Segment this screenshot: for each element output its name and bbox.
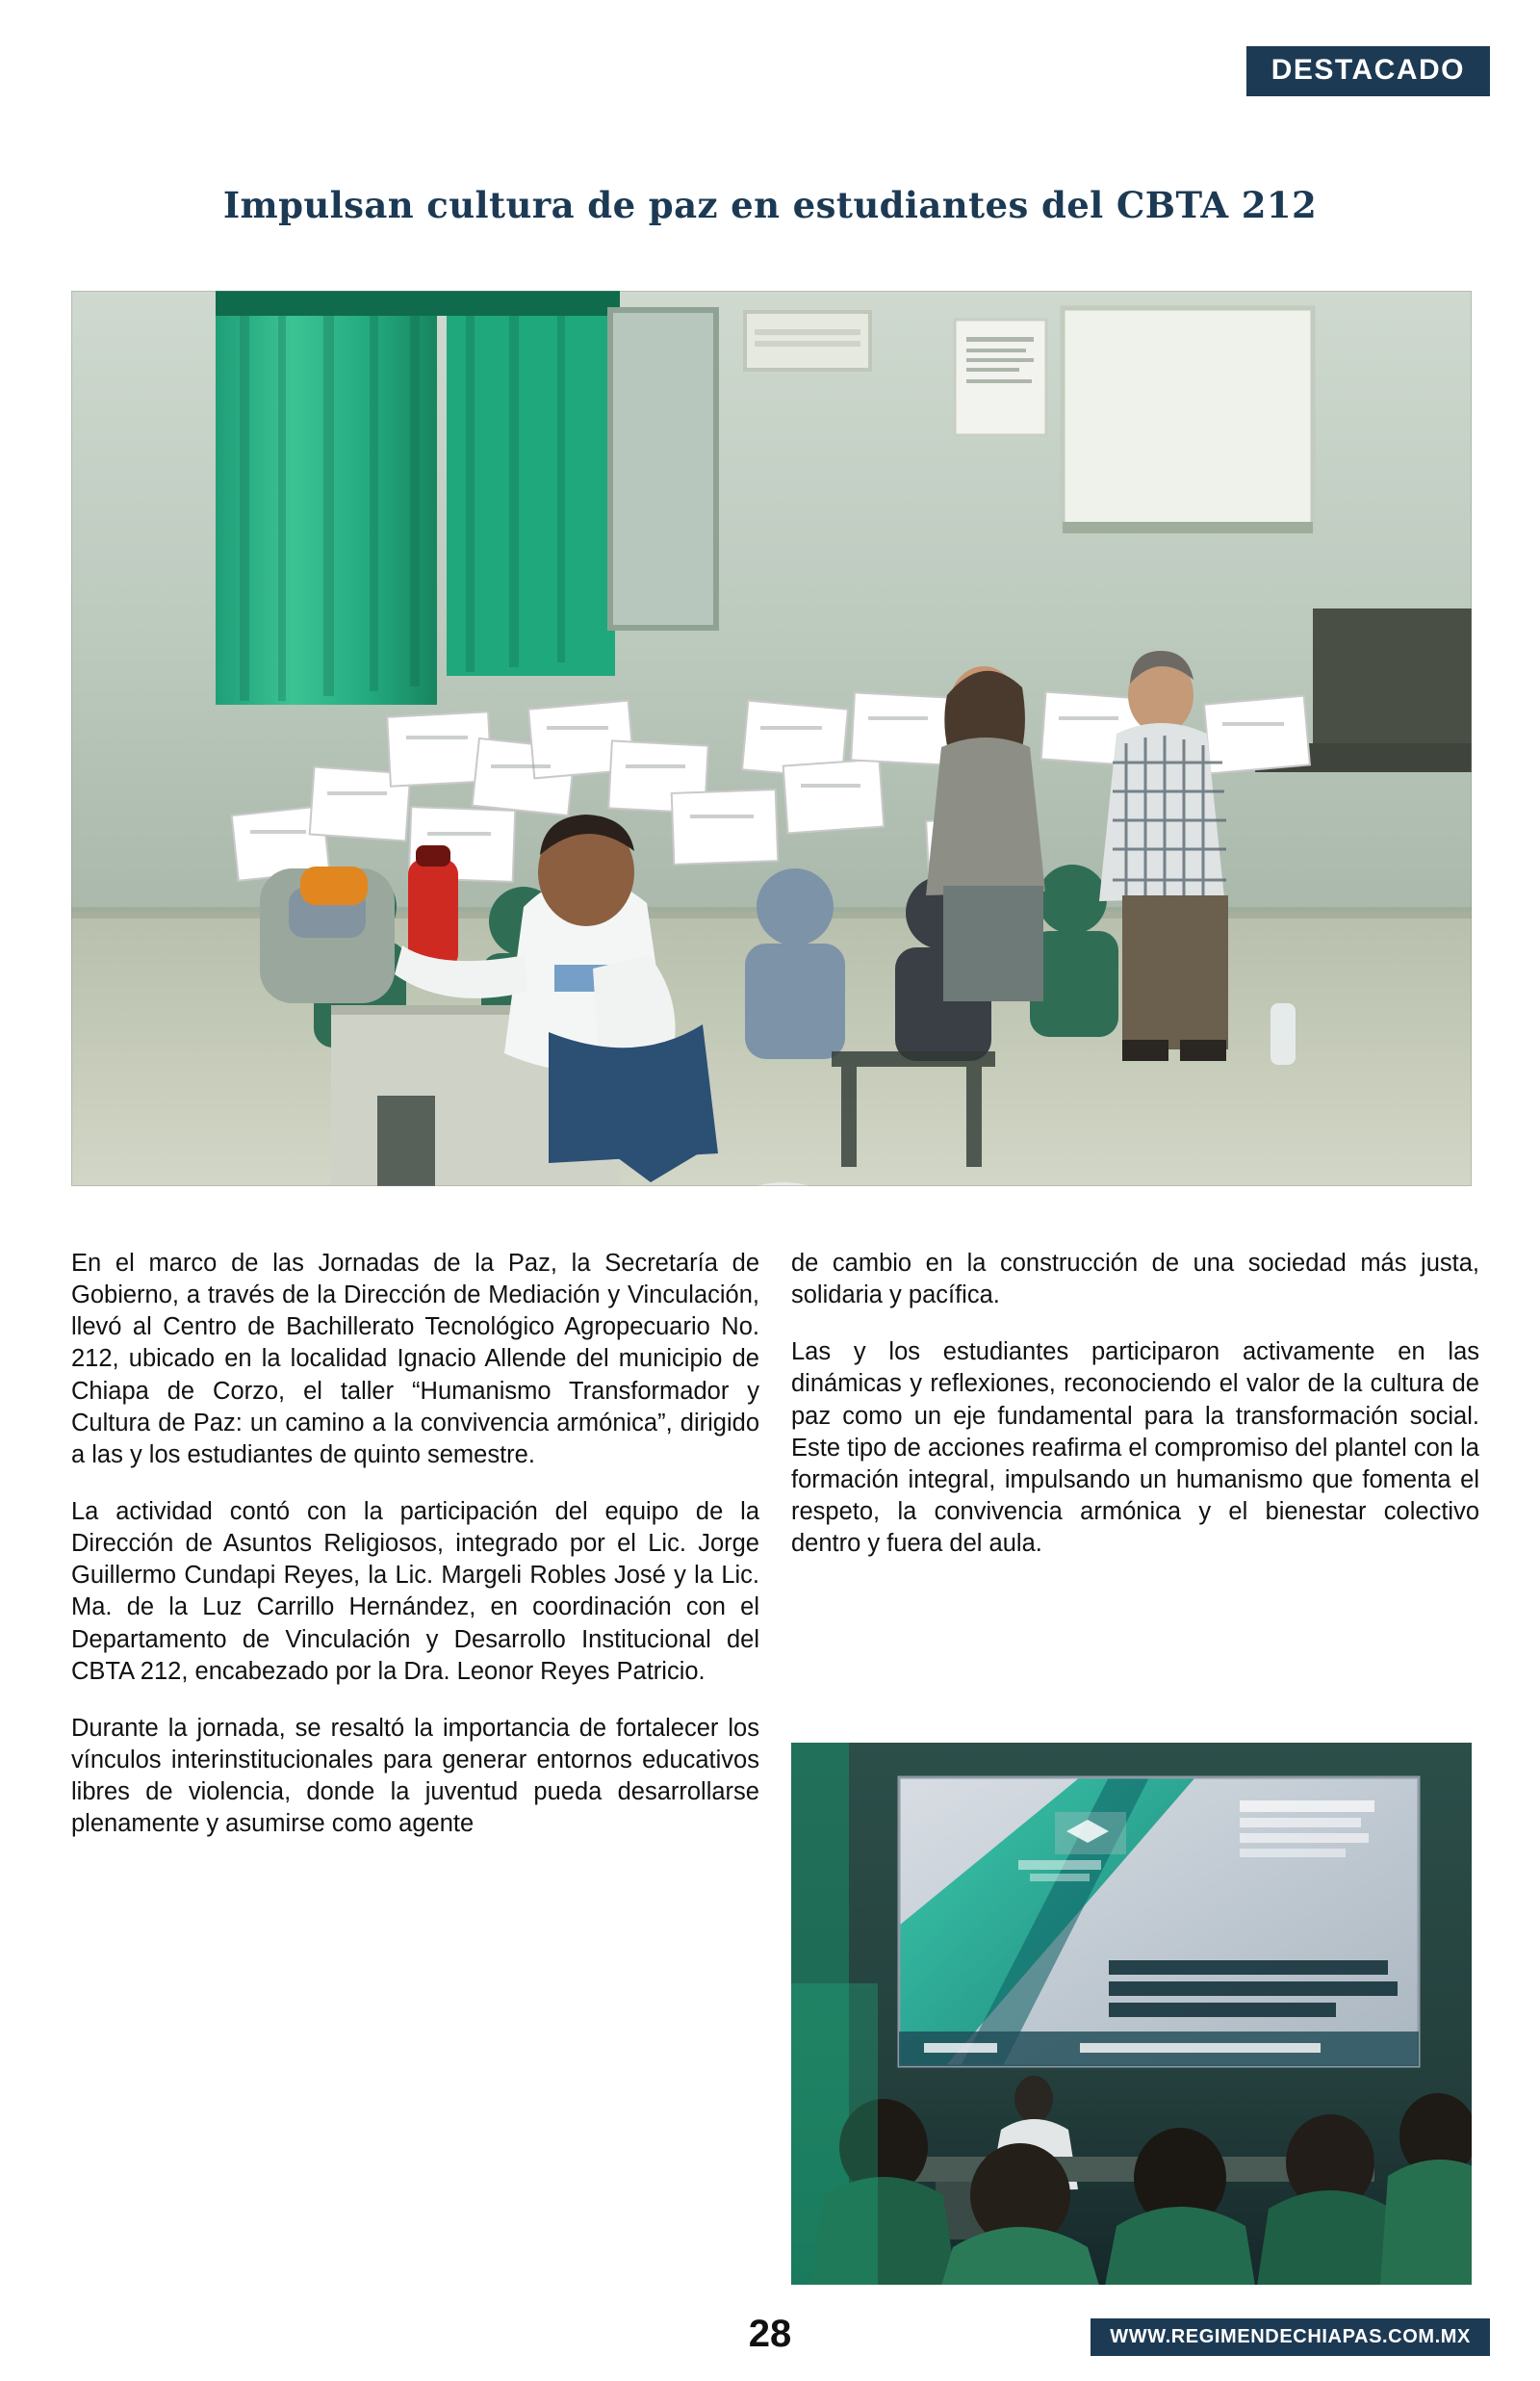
section-tag: DESTACADO (1246, 46, 1490, 96)
paragraph: Durante la jornada, se resaltó la importancia de fortalecer los vínculos interinstitucionales para generar entornos educativos libres de violencia, donde la juventud pueda desarrollarse plenamente y asumirse como agente (71, 1714, 759, 1838)
page-title: Impulsan cultura de paz en estudiantes del CBTA 212 (222, 183, 1318, 226)
main-photo-illustration (71, 291, 1472, 1186)
paragraph: La actividad contó con la participación del equipo de la Dirección de Asuntos Religiosos, integrado por el Lic. Jorge Guillermo Cundapi Reyes, la Lic. Margeli Robles José y la Lic. Ma. de la Luz Carrillo Hernández, en coordinación con el Departamento de Vinculación y Desarrollo Institucional del CBTA 212, encabezado por la Dra. Leonor Reyes Patricio. (71, 1497, 759, 1685)
paragraph: En el marco de las Jornadas de la Paz, la Secretaría de Gobierno, a través de la Dirección de Mediación y Vinculación, llevó al Centro de Bachillerato Tecnológico Agropecuario No. 212, ubicado en la localidad Ignacio Allende del municipio de Chiapa de Corzo, el taller “Humanismo Transformador y Cultura de Paz: un camino a la convivencia armónica”, dirigido a las y los estudiantes de quinto semestre. (71, 1250, 759, 1468)
secondary-photo-illustration (791, 1743, 1472, 2285)
paragraph: de cambio en la construcción de una sociedad más justa, solidaria y pacífica. (791, 1250, 1479, 1309)
paragraph: Las y los estudiantes participaron activamente en las dinámicas y reflexiones, reconociendo el valor de la cultura de paz como un eje fundamental para la transformación social. Este tipo de acciones reafirma el compromiso del plantel con la formación integral, impulsando un humanismo que fomenta el respeto, la convivencia armónica y el bienestar colectivo dentro y fuera del aula. (791, 1338, 1479, 1558)
main-photo (71, 291, 1472, 1186)
page-number: 28 (748, 2313, 792, 2355)
website-footer: WWW.REGIMENDECHIAPAS.COM.MX (1091, 2318, 1490, 2356)
body-column-left (71, 1248, 759, 1840)
body-column-right (791, 1248, 1479, 1560)
secondary-photo (791, 1743, 1472, 2285)
